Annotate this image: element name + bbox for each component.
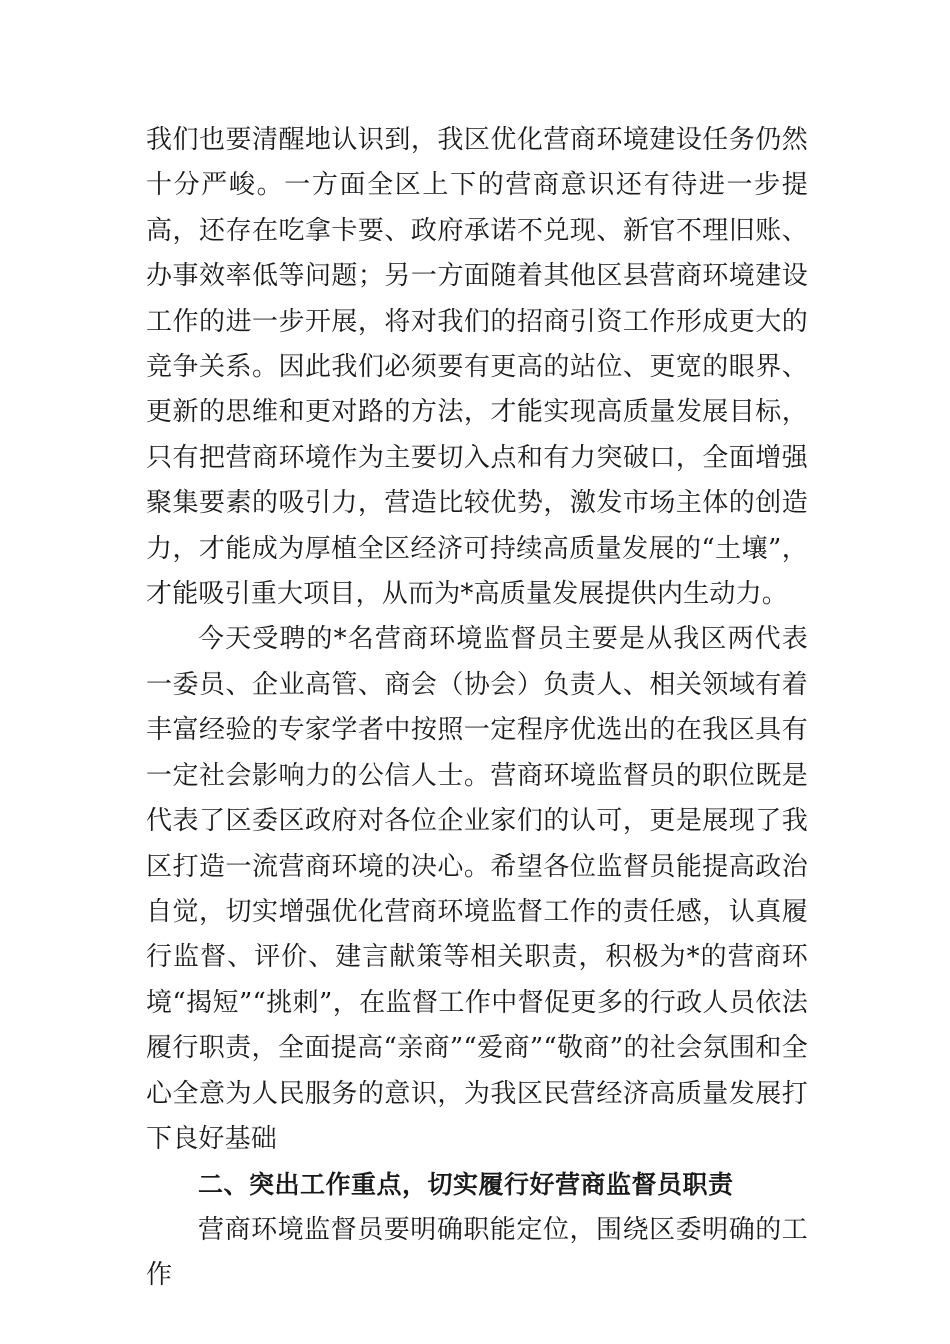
section-heading: 二、突出工作重点，切实履行好营商监督员职责	[198, 1170, 734, 1200]
paragraph-3: 营商环境监督员要明确职能定位，围绕区委明确的工作	[146, 1214, 808, 1291]
paragraph-1: 我们也要清醒地认识到，我区优化营商环境建设任务仍然十分严峻。一方面全区上下的营商意识还有待进一步提高，还存在吃拿卡要、政府承诺不兑现、新官不理旧账、办事效率低等问题；另一方面随着其他区县营商环境建设工作的进一步开展，将对我们的招商引资工作形成更大的竞争关系。因此我们必须要有更高的站位、更宽的眼界、更新的思维和更对路的方法，才能实现高质量发展目标，只有把营商环境作为主要切入点和有力突破口，全面增强聚集要素的吸引力，营造比较优势，激发市场主体的创造力，才能成为厚植全区经济可持续高质量发展的“土壤”，才能吸引重大项目，从而为*高质量发展提供内生动力。	[146, 125, 808, 610]
paragraph-2: 今天受聘的*名营商环境监督员主要是从我区两代表一委员、企业高管、商会（协会）负责人、相关领域有着丰富经验的专家学者中按照一定程序优选出的在我区具有一定社会影响力的公信人士。营商环境监督员的职位既是代表了区委区政府对各位企业家们的认可，更是展现了我区打造一流营商环境的决心。希望各位监督员能提高政治自觉，切实增强优化营商环境监督工作的责任感，认真履行监督、评价、建言献策等相关职责，积极为*的营商环境“揭短”“挑刺”，在监督工作中督促更多的行政人员依法履行职责，全面提高“亲商”“爱商”“敬商”的社会氛围和全心全意为人民服务的意识，为我区民营经济高质量发展打下良好基础	[146, 624, 808, 1154]
document-body	[146, 118, 808, 1299]
